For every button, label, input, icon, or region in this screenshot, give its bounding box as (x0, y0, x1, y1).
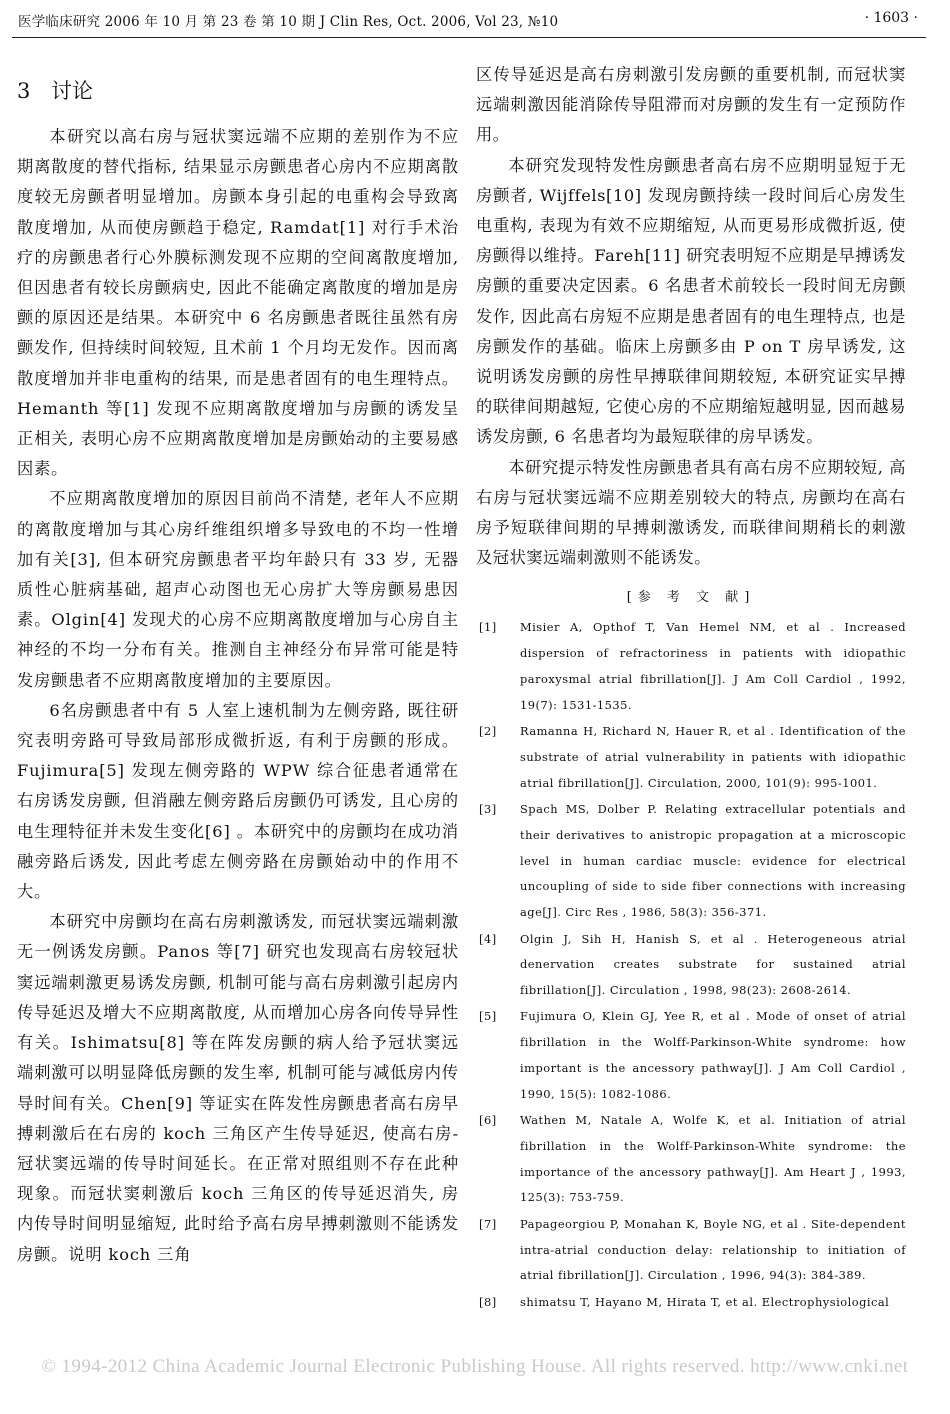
reference-number: [2] (479, 724, 497, 739)
reference-text: Spach MS, Dolber P. Relating extracellular potentials and their derivatives to anistropic propagation at a microscopic level in human cardiac muscle: evidence for electrical uncoupling of side to side fiber connections with increasing age[J]. Circ Res , 1986, 58(3): 356-371. (520, 802, 906, 920)
reference-item (476, 1290, 906, 1316)
reference-item (476, 1108, 906, 1211)
body-paragraph: 本研究中房颤均在高右房刺激诱发, 而冠状窦远端刺激无一例诱发房颤。Panos 等[7] 研究也发现高右房较冠状窦远端刺激更易诱发房颤, 机制可能与高右房刺激引起房内传导延迟及增大不应期离散度, 从而增加心房各向传导异性有关。Ishimatsu[8] 等在阵发房颤的病人给予冠状窦远端刺激可以明显降低房颤的发生率, 机制可能与减低房内传导时间有关。Chen[9] 等证实在阵发性房颤患者高右房早搏刺激后在右房的 koch 三角区产生传导延迟, 使高右房- 冠状窦远端的传导时间延长。在正常对照组则不存在此种现象。而冠状窦刺激后 koch 三角区的传导延迟消失, 房内传导时间明显缩短, 此时给予高右房早搏刺激则不能诱发房颤。说明 koch 三角 (17, 912, 459, 1264)
body-paragraph-continued: 区传导延迟是高右房刺激引发房颤的重要机制, 而冠状窦远端刺激因能消除传导阻滞而对房颤的发生有一定预防作用。 (476, 65, 906, 145)
reference-number: [8] (479, 1294, 497, 1309)
reference-text: Ramanna H, Richard N, Hauer R, et al . Identification of the substrate of atrial vulnerability in patients with idiopathic atrial fibrillation[J]. Circulation, 2000, 101(9): 995-1001. (520, 724, 906, 790)
reference-text: Misier A, Opthof T, Van Hemel NM, et al . Increased dispersion of refractoriness in patients with idiopathic paroxysmal atrial fibrillation[J]. J Am Coll Cardiol , 1992, 19(7): 1531-1535. (520, 620, 906, 712)
reference-text: shimatsu T, Hayano M, Hirata T, et al. Electrophysiological (520, 1294, 890, 1309)
reference-number: [7] (479, 1216, 497, 1231)
reference-number: [1] (479, 620, 497, 635)
reference-list (476, 615, 906, 1315)
section-number: 3 (17, 79, 31, 103)
body-paragraph: 不应期离散度增加的原因目前尚不清楚, 老年人不应期的离散度增加与其心房纤维组织增多导致电的不均一性增加有关[3], 但本研究房颤患者平均年龄只有 33 岁, 无器质性心脏病基础, 超声心动图也无心房扩大等房颤易患因素。Olgin[4] 发现犬的心房不应期离散度增加与心房自主神经的不均一分布有关。推测自主神经分布异常可能是特发房颤患者不应期离散度增加的主要原因。 (17, 489, 459, 690)
page-number: · 1603 · (864, 10, 918, 26)
section-heading (17, 73, 459, 109)
reference-item (476, 615, 906, 718)
copyright-watermark: © 1994-2012 China Academic Journal Electronic Publishing House. All rights reserved. http://www.cnki.net (41, 1356, 909, 1377)
left-column (17, 73, 459, 1270)
reference-text: Wathen M, Natale A, Wolfe K, et al. Initiation of atrial fibrillation in the Wolff-Parkinson-White syndrome: the importance of the ancessory pathway[J]. Am Heart J , 1993, 125(3): 753-759. (520, 1113, 906, 1205)
reference-text: Fujimura O, Klein GJ, Yee R, et al . Mode of onset of atrial fibrillation in the Wolff-Parkinson-White syndrome: how important is the ancessory pathway[J]. J Am Coll Cardiol , 1990, 15(5): 1082-1086. (520, 1009, 906, 1101)
body-paragraph: 6名房颤患者中有 5 人室上速机制为左侧旁路, 既往研究表明旁路可导致局部形成微折返, 有利于房颤的形成。Fujimura[5] 发现左侧旁路的 WPW 综合征患者通常在右房诱发房颤, 但消融左侧旁路后房颤仍可诱发, 且心房的电生理特征并未发生变化[6] 。本研究中的房颤均在成功消融旁路后诱发, 因此考虑左侧旁路在房颤始动中的作用不大。 (17, 700, 459, 902)
body-paragraph: 本研究发现特发性房颤患者高右房不应期明显短于无房颤者, Wijffels[10] 发现房颤持续一段时间后心房发生电重构, 表现为有效不应期缩短, 从而更易形成微折返, 使房颤得以维持。Fareh[11] 研究表明短不应期是早搏诱发房颤的重要决定因素。6 名患者术前较长一段时间无房颤发作, 因此高右房短不应期是患者固有的电生理特点, 也是房颤发作的基础。临床上房颤多由 P on T 房早诱发, 这说明诱发房颤的房性早搏联律间期较短, 本研究证实早搏的联律间期越短, 它使心房的不应期缩短越明显, 因而越易诱发房颤, 6 名患者均为最短联律的房早诱发。 (476, 155, 906, 447)
running-header (18, 10, 918, 36)
reference-number: [6] (479, 1113, 497, 1128)
reference-number: [3] (479, 802, 497, 817)
reference-text: Papageorgiou P, Monahan K, Boyle NG, et al . Site-dependent intra-atrial conduction delay: relationship to initiation of atrial fibrillation[J]. Circulation , 1996, 94(3): 384-389. (520, 1216, 906, 1283)
reference-item (476, 797, 906, 926)
reference-item (476, 1004, 906, 1107)
reference-item (476, 927, 906, 1004)
reference-text: Olgin J, Sih H, Hanish S, et al . Heterogeneous atrial denervation creates substrate for sustained atrial fibrillation[J]. Circulation , 1998, 98(23): 2608-2614. (520, 931, 906, 998)
reference-item (476, 1212, 906, 1289)
references-heading: [参 考 文 献] (626, 590, 756, 606)
reference-item (476, 719, 906, 796)
section-title: 讨论 (51, 79, 93, 103)
reference-number: [5] (479, 1009, 497, 1024)
reference-number: [4] (479, 931, 497, 946)
journal-citation: 医学临床研究 2006 年 10 月 第 23 卷 第 10 期 J Clin Res, Oct. 2006, Vol 23, №10 (18, 14, 559, 30)
body-paragraph: 本研究提示特发性房颤患者具有高右房不应期较短, 高右房与冠状窦远端不应期差别较大的特点, 房颤均在高右房予短联律间期的早搏刺激诱发, 而联律间期稍长的刺激及冠状窦远端刺激则不能诱发。 (476, 457, 906, 568)
body-paragraph: 本研究以高右房与冠状窦远端不应期的差别作为不应期离散度的替代指标, 结果显示房颤患者心房内不应期离散度较无房颤者明显增加。房颤本身引起的电重构会导致离散度增加, 从而使房颤趋于稳定, Ramdat[1] 对行手术治疗的房颤患者行心外膜标测发现不应期的空间离散度增加, 但因患者有较长房颤病史, 因此不能确定离散度的增加是房颤的原因还是结果。本研究中 6 名房颤患者既往虽然有房颤发作, 但持续时间较短, 且术前 1 个月均无发作。因而离散度增加并非电重构的结果, 而是患者固有的电生理特点。Hemanth 等[1] 发现不应期离散度增加与房颤的诱发呈正相关, 表明心房不应期离散度增加是房颤始动的主要易感因素。 (17, 127, 459, 479)
right-column (476, 60, 906, 1316)
header-divider (12, 37, 926, 38)
